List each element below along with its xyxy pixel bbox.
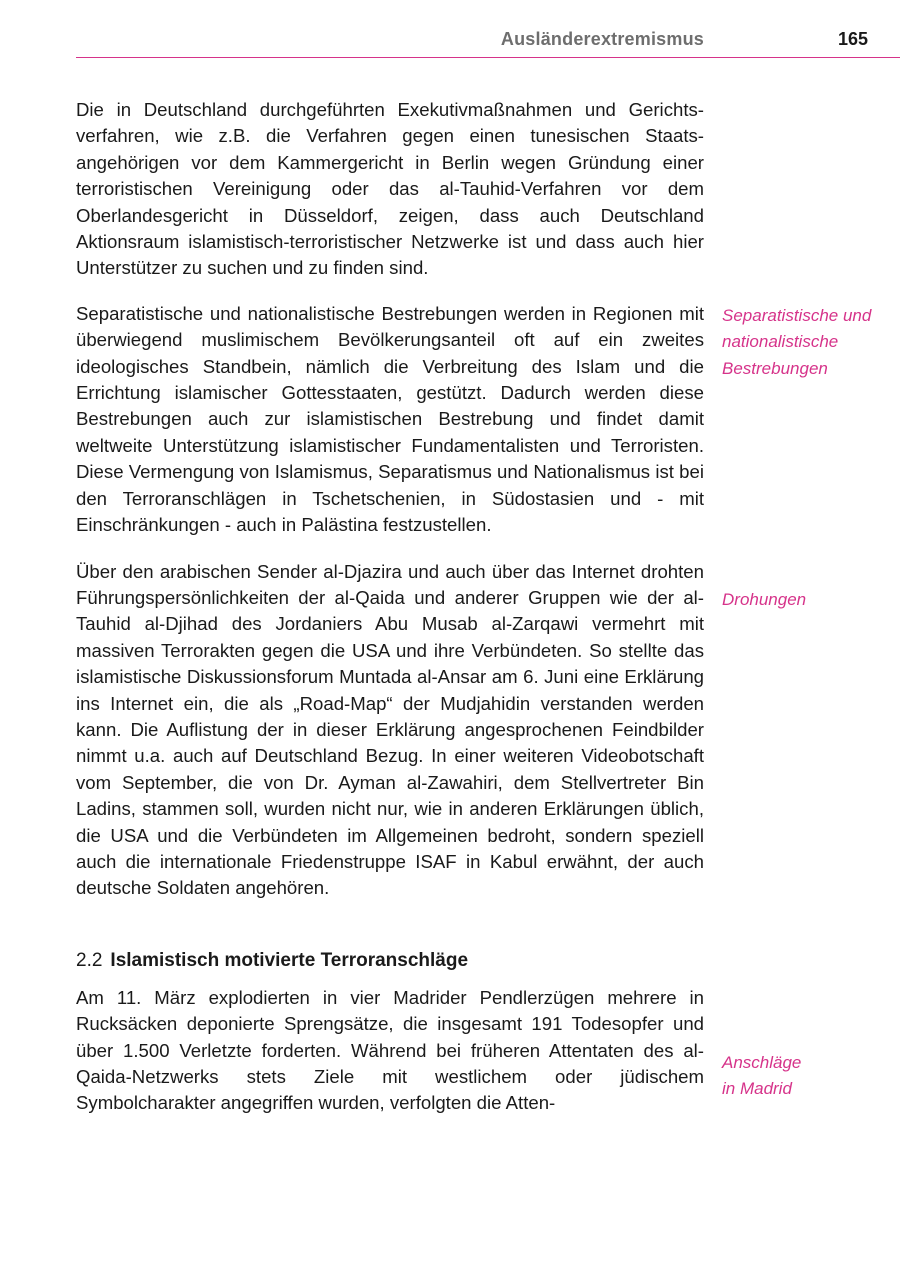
margin-note-line: Drohungen	[722, 590, 807, 609]
margin-note-line: nationalistische	[722, 332, 839, 352]
section-number: 2.2	[76, 949, 103, 971]
running-title: Ausländerextremismus	[500, 29, 704, 49]
section-heading	[76, 948, 704, 974]
paragraph-executive-measures: Die in Deutschland durchgeführten Exekutivmaßnahmen und Gerichtsverfahren, wie z.B. die Verfahren gegen einen tunesischen Staatsangehörigen vor dem Kammergericht in Berlin wegen Gründung einer terroristischen Vereinigung oder das al-Tauhid-Verfahren vor dem Oberlandesgericht in Düsseldorf, zeigen, dass auch Deutschland Aktionsraum islamistisch-terroristischer Netzwerke ist und dass auch hier Unterstützer zu suchen und zu finden sind.	[76, 99, 704, 279]
margin-note-line: in Madrid	[722, 1079, 792, 1099]
page-number: 165	[837, 29, 868, 49]
paragraph-threats: Über den arabischen Sender al-Djazira und auch über das Internet drohten Führungspersönlichkeiten der al-Qaida und anderer Gruppen wie der al-Tauhid al-Djihad des Jordaniers Abu Musab al-Zarqawi vermehrt mit massiven Terrorakten gegen die USA und ihre Verbündeten. So stellte das islamistische Diskussionsforum Muntada al-Ansar am 6. Juni eine Erklärung ins Internet ein, die als „Road-Map“ der Mudjahidin verstanden werden kann. Die Auflistung der in dieser Erklärung angesprochenen Feindbilder nimmt u.a. auch auf Deutschland Bezug. In einer weiteren Videobotschaft vom September, die von Dr. Ayman al-Zawahiri, dem Stellvertreter Bin Ladins, stammen soll, wurden nicht nur, wie in anderen Erklärungen üblich, die USA und die Verbündeten im Allgemeinen bedroht, sondern speziell auch die internationale Friedenstruppe ISAF in Kabul erwähnt, der auch deutsche Soldaten angehören.	[76, 560, 704, 899]
page-header	[76, 27, 900, 58]
main-text-column	[76, 97, 704, 1137]
margin-note-threats	[722, 587, 897, 613]
paragraph-separatism: Separatistische und nationalistische Bestrebungen werden in Regionen mit überwiegend muslimischem Bevölkerungsanteil oft auf ein zweites ideologisches Standbein, nämlich die Verbreitung des Islam und die Errichtung islamischer Gottesstaaten, gestützt. Dadurch werden diese Bestrebungen auch zur islamistischen Bestrebung und findet damit weltweite Unterstützung islamistischer Fundamentalisten und Terroristen. Diese Vermengung von Islamismus, Separatismus und Nationalismus ist bei den Terroranschlägen in Tschetschenien, in Südostasien und - mit Einschränkungen - auch in Palästina festzustellen.	[76, 302, 704, 536]
margin-note-line: Anschläge	[722, 1053, 802, 1072]
margin-note-separatism	[722, 303, 897, 382]
paragraph-madrid-attacks: Am 11. März explodierten in vier Madrider Pendlerzügen mehrere in Rucksäcken deponierte Sprengsätze, die insgesamt 191 Todesopfer und über 1.500 Verletzte forderten. Während bei früheren Attentaten des al-Qaida-Netzwerks stets Ziele mit westlichem oder jüdischem Symbolcharakter angegriffen wurden, verfolgten die Atten-	[76, 986, 704, 1114]
margin-note-line: Bestrebungen	[722, 358, 828, 378]
section-title: Islamistisch motivierte Terroranschläge	[110, 949, 469, 971]
margin-note-line: Separatistische und	[722, 306, 872, 325]
margin-note-madrid	[722, 1050, 897, 1103]
